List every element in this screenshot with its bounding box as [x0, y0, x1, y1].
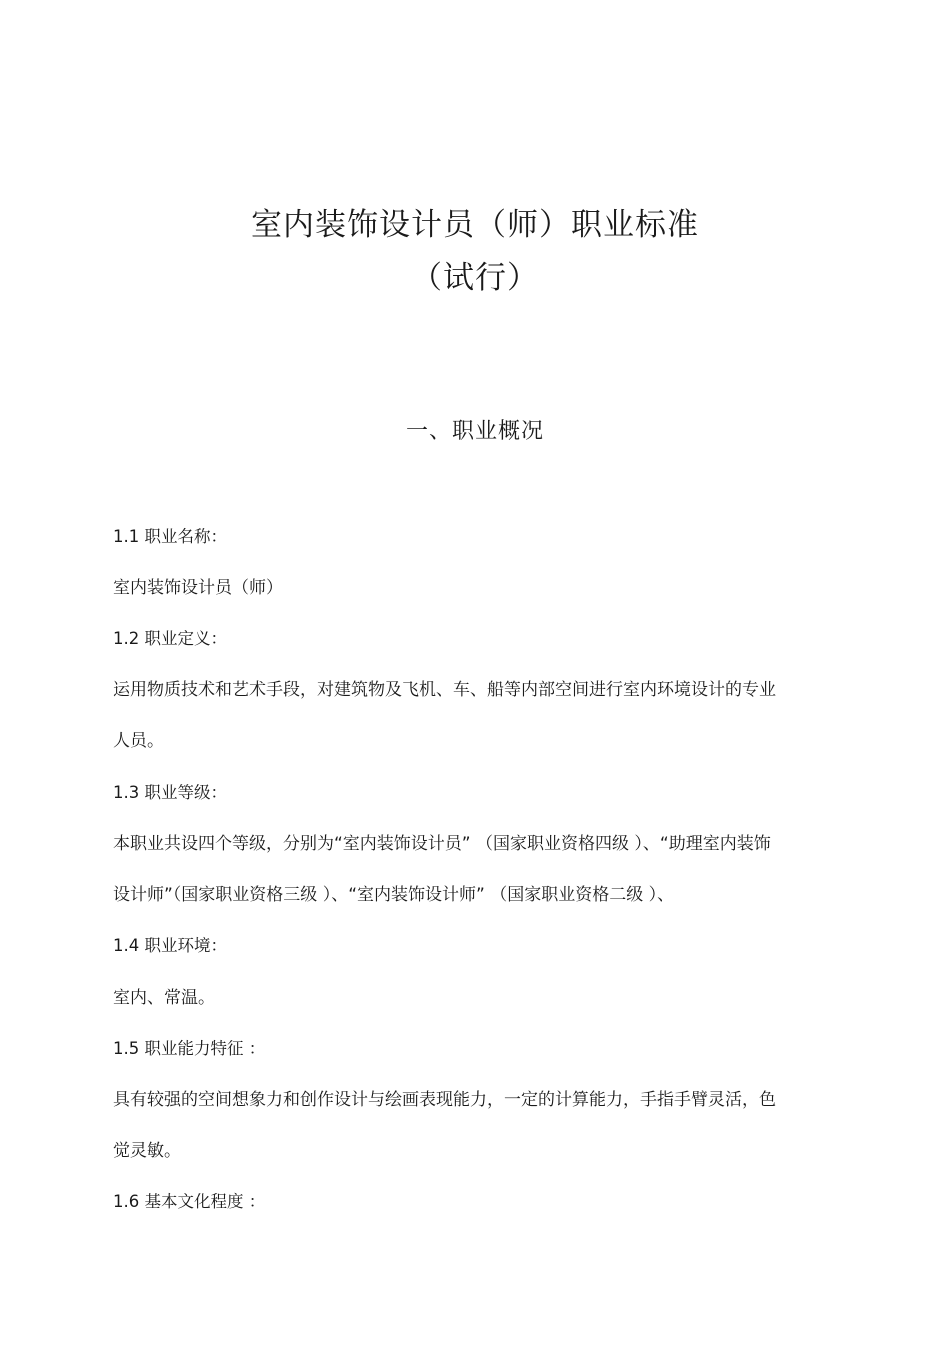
item-heading-1-4: 1.4 职业环境： — [113, 936, 227, 955]
body-text: 觉灵敏。 — [113, 1141, 181, 1161]
body-text: 室内装饰设计员（师） — [113, 578, 283, 598]
item-heading-1-1: 1.1 职业名称： — [113, 527, 227, 546]
section-heading: 一、职业概况 — [405, 419, 544, 444]
body-text: 运用物质技术和艺术手段，对建筑物及飞机、车、船等内部空间进行室内环境设计的专业 — [113, 680, 776, 700]
item-heading-1-3: 1.3 职业等级： — [113, 783, 227, 802]
body-text: 室内、常温。 — [113, 988, 215, 1008]
item-heading-1-2: 1.2 职业定义： — [113, 629, 227, 648]
body-text: 具有较强的空间想象力和创作设计与绘画表现能力，一定的计算能力，手指手臂灵活，色 — [113, 1090, 776, 1110]
body-text: 本职业共设四个等级，分别为“室内装饰设计员” （国家职业资格四级 ）、“助理室内装饰 — [113, 834, 771, 854]
body-text: 设计师”（国家职业资格三级 ）、“室内装饰设计师” （国家职业资格二级 ）、 — [113, 885, 675, 905]
body-text: 人员。 — [113, 731, 164, 751]
document-subtitle: （试行） — [411, 260, 539, 296]
item-heading-1-5: 1.5 职业能力特征 ： — [113, 1039, 266, 1058]
item-heading-1-6: 1.6 基本文化程度 ： — [113, 1192, 266, 1211]
document-title: 室内装饰设计员（师）职业标准 — [251, 207, 699, 243]
